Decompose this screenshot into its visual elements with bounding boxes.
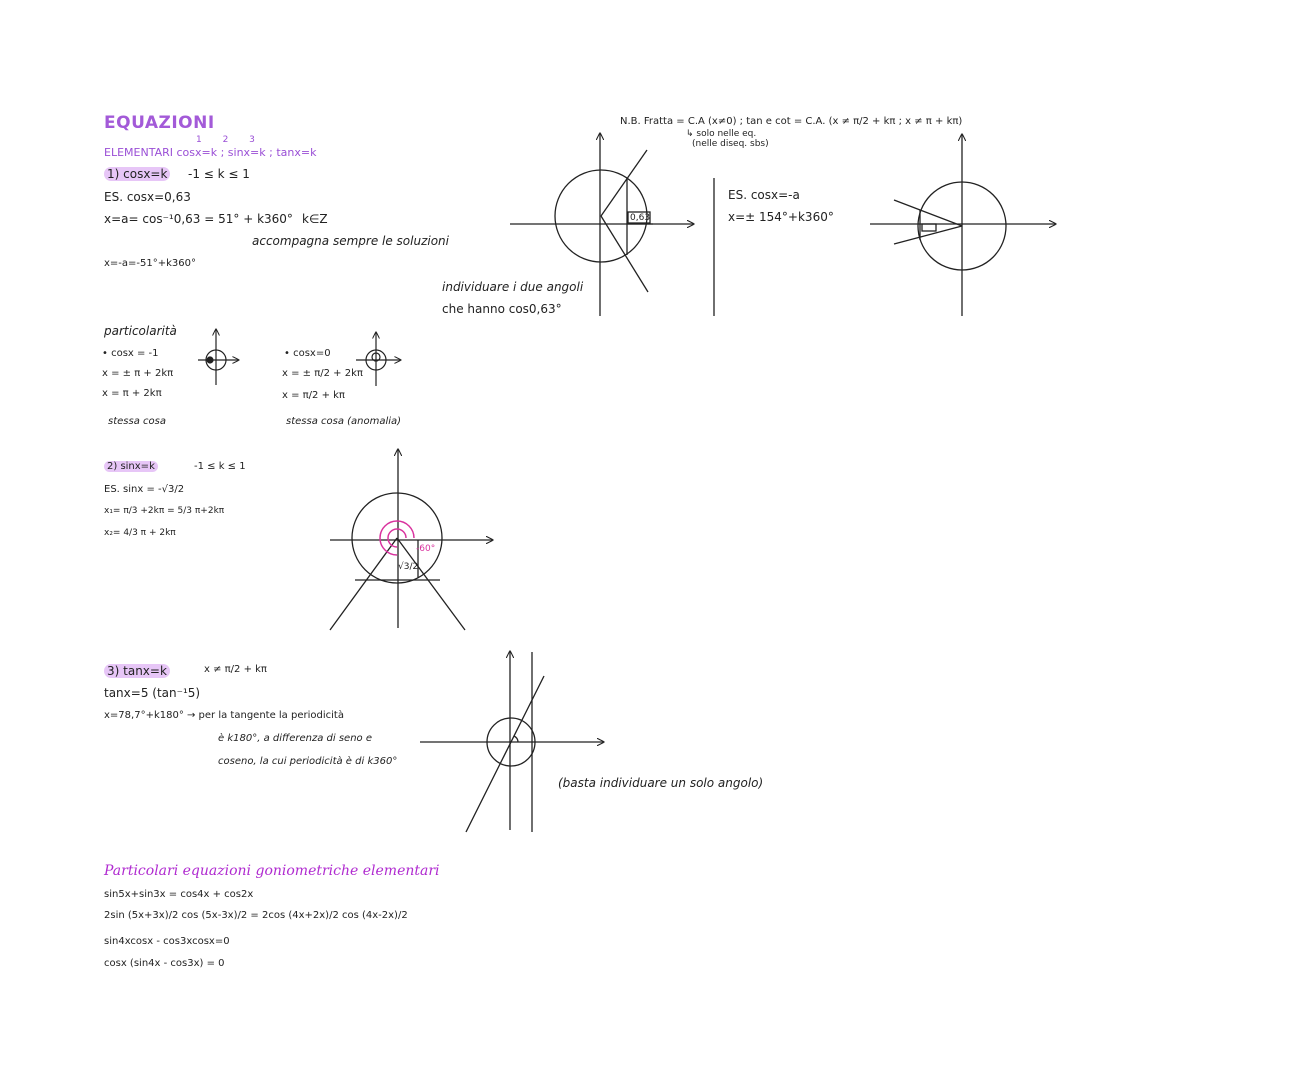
section1-heading-text: 1) cosx=k [104,167,170,181]
section2-example: ES. sinx = -√3/2 [104,484,185,495]
section1b-solution: x=± 154°+k360° [728,210,834,224]
partic-b-line1: x = ± π/2 + 2kπ [282,368,363,379]
section3-condition: x ≠ π/2 + kπ [204,664,267,675]
partic-b-equation: • cosx=0 [284,348,331,359]
section3-heading [104,664,170,678]
mini-circle-cos-minus1 [198,330,238,385]
section3-line2: x=78,7°+k180° → per la tangente la periodicità [104,710,344,721]
particolari-title: Particolari equazioni goniometriche elementari [104,863,440,879]
particolari-line3: sin4xcosx - cos3xcosx=0 [104,936,230,947]
partic-a-line1: x = ± π + 2kπ [102,368,174,379]
section3-line3: è k180°, a differenza di seno e [218,733,372,744]
unit-circle-sin [330,450,492,630]
unit-circle-tan [420,652,603,832]
section3-heading-text: 3) tanx=k [104,664,170,678]
section1-kz: k∈Z [302,212,328,226]
section1-side-note2: che hanno cos0,63° [442,302,562,316]
section1-heading [104,167,170,181]
section2-x1: x₁= π/3 +2kπ = 5/3 π+2kπ [104,506,225,516]
nb-line1: N.B. Fratta = C.A (x≠0) ; tan e cot = C.A. (x ≠ π/2 + kπ ; x ≠ π + kπ) [620,116,963,127]
particolari-line4: cosx (sin4x - cos3x) = 0 [104,958,225,969]
section2-range: -1 ≤ k ≤ 1 [194,461,246,472]
section1-range: -1 ≤ k ≤ 1 [188,167,250,181]
nb-line3: (nelle diseq. sbs) [692,139,769,149]
partic-b-note: stessa cosa (anomalia) [286,416,402,427]
label-sqrt3-2: √3/2 [398,562,419,572]
section3-line4: coseno, la cui periodicità è di k360° [218,756,398,767]
label-minus60: -60° [416,544,436,554]
section2-x2: x₂= 4/3 π + 2kπ [104,528,176,538]
section1-solution2: x=-a=-51°+k360° [104,258,197,269]
elementari-line: ELEMENTARI cosx=k ; sinx=k ; tanx=k [104,146,317,159]
nb-line2: ↳ solo nelle eq. [686,129,757,139]
partic-a-line2: x = π + 2kπ [102,388,162,399]
particolarita-title: particolarità [104,324,177,338]
exponent-numbers: 1 2 3 [196,135,255,145]
section2-heading-text: 2) sinx=k [104,461,158,472]
section1-example: ES. cosx=0,63 [104,190,191,204]
particolari-line1: sin5x+sin3x = cos4x + cos2x [104,889,254,900]
section1-side-note1: individuare i due angoli [442,280,584,294]
unit-circle-cos-neg-a [714,135,1055,316]
partic-a-equation: • cosx = -1 [102,348,159,359]
section2-heading [104,461,158,473]
page-title: EQUAZIONI [104,113,215,133]
label-063: 0,63 [630,213,651,223]
section1b-example: ES. cosx=-a [728,188,800,202]
section1-solution: x=a= cos⁻¹0,63 = 51° + k360° [104,212,293,226]
section3-note: (basta individuare un solo angolo) [558,776,764,790]
partic-a-note: stessa cosa [108,416,166,427]
section1-note: accompagna sempre le soluzioni [252,234,449,248]
section3-line1: tanx=5 (tan⁻¹5) [104,686,201,700]
partic-b-line2: x = π/2 + kπ [282,390,345,401]
particolari-line2: 2sin (5x+3x)/2 cos (5x-3x)/2 = 2cos (4x+2x)/2 cos (4x-2x)/2 [104,910,408,921]
